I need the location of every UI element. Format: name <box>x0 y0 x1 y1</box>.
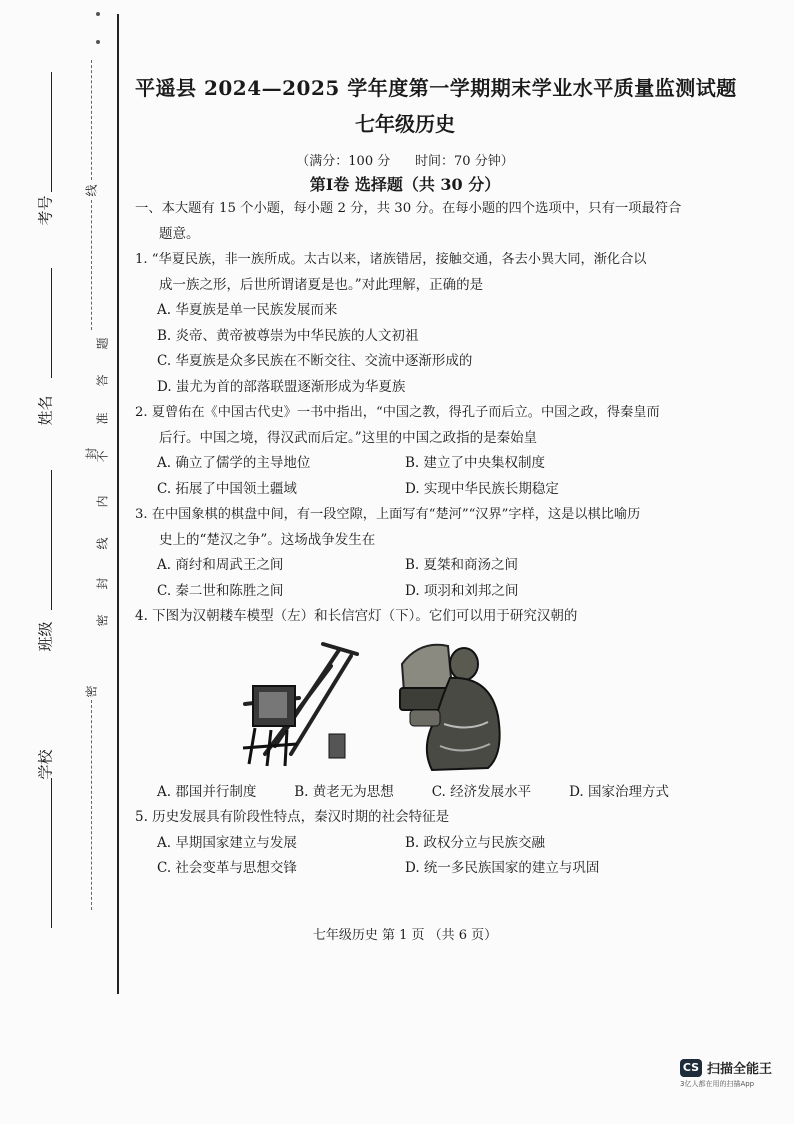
option-3-c: C. 秦二世和陈胜之间 <box>157 582 284 599</box>
options-row <box>135 856 675 882</box>
seal-nei: 内 <box>95 495 110 508</box>
question-2-stem: 2. 夏曾佑在《中国古代史》一书中指出，“中国之教，得孔子而后立。中国之政，得秦皇而 <box>135 405 660 420</box>
scanner-logo-icon: CS <box>680 1059 702 1077</box>
exam-no-label: 考号 <box>36 195 55 226</box>
option-2-b: B. 建立了中央集权制度 <box>405 455 546 471</box>
seal-feng-mid: 封 <box>95 577 110 590</box>
option-3-b: B. 夏桀和商汤之间 <box>405 557 519 573</box>
question-1-stem: 1. “华夏民族，非一族所成。太古以来，诸族错居，接触交通，各去小異大同，渐化合以 <box>135 252 647 267</box>
section-heading: 第Ⅰ卷 选择题（共 30 分） <box>309 175 501 194</box>
options-row <box>135 451 675 477</box>
question-2-stem: 后行。中国之境，得汉武而后定。”这里的中国之政指的是秦始皇 <box>159 429 538 446</box>
binding-line <box>117 14 119 994</box>
option-3-d: D. 项羽和刘邦之间 <box>405 582 519 599</box>
binding-dot <box>96 40 100 44</box>
question-5-stem: 5. 历史发展具有阶段性特点，秦汉时期的社会特征是 <box>135 809 450 825</box>
name-line <box>51 268 52 378</box>
options-row <box>135 477 675 503</box>
page-footer: 七年级历史 第 1 页 （共 6 页） <box>312 928 498 943</box>
question-3-stem: 史上的“楚汉之争”。这场战争发生在 <box>159 531 376 548</box>
exam-no-line <box>51 72 52 192</box>
option-5-b: B. 政权分立与民族交融 <box>405 834 546 851</box>
seal-xian: 线 <box>84 184 99 197</box>
question-4-figures <box>135 636 675 776</box>
scanner-watermark <box>680 1058 772 1077</box>
question-3-stem: 3. 在中国象棋的棋盘中间，有一段空隙，上面写有“楚河”“汉界”字样，这是以棋比喻历 <box>135 507 641 522</box>
option-4-c: C. 经济发展水平 <box>431 783 532 800</box>
option-4-a: A. 郡国并行制度 <box>157 783 257 800</box>
seal-zhun: 准 <box>95 412 110 425</box>
option-5-a: A. 早期国家建立与发展 <box>157 834 297 851</box>
question-1-stem: 成一族之形，后世所谓诸夏是也。”对此理解，正确的是 <box>159 276 484 293</box>
scanner-tagline: 3亿人都在用的扫描App <box>680 1080 755 1088</box>
option-2-d: D. 实现中华民族长期稳定 <box>405 480 559 497</box>
seal-mi: 密 <box>95 614 110 627</box>
seal-dash <box>91 700 93 910</box>
seal-da: 答 <box>95 374 110 387</box>
seal-xian-mid: 线 <box>95 537 110 550</box>
instructions-line: 题意。 <box>159 225 200 242</box>
option-1-a: A. 华夏族是单一民族发展而来 <box>157 302 338 318</box>
binding-dot <box>96 12 100 16</box>
palace-lamp-image <box>380 636 510 776</box>
option-4-d: D. 国家治理方式 <box>569 783 669 800</box>
seal-ti: 题 <box>95 337 110 350</box>
scanner-name: 扫描全能王 <box>707 1062 773 1077</box>
seal-bu: 不 <box>95 450 110 463</box>
option-2-a: A. 确立了儒学的主导地位 <box>157 455 311 471</box>
option-1-d: D. 蚩尤为首的部落联盟逐渐形成为华夏族 <box>157 378 406 395</box>
seal-dash <box>91 200 93 330</box>
option-1-b: B. 炎帝、黄帝被尊崇为中华民族的人文初祖 <box>157 327 419 344</box>
options-row <box>135 831 675 857</box>
class-line <box>51 470 52 610</box>
option-2-c: C. 拓展了中国领土疆域 <box>157 480 297 497</box>
exam-content <box>135 72 737 882</box>
seal-feng: 封 <box>84 447 99 460</box>
option-5-c: C. 社会变革与思想交锋 <box>157 860 297 876</box>
exam-meta: （满分：100 分 时间：70 分钟） <box>296 154 514 169</box>
option-1-c: C. 华夏族是众多民族在不断交往、交流中逐渐形成的 <box>157 353 473 369</box>
class-label: 班级 <box>36 621 55 652</box>
seal-mi-bottom: 密 <box>84 685 99 698</box>
school-label: 学校 <box>36 749 55 780</box>
seed-drill-image <box>235 636 365 776</box>
exam-subject: 七年级历史 <box>355 112 455 136</box>
name-label: 姓名 <box>36 395 55 426</box>
options-row <box>135 553 675 579</box>
instructions-line: 一、本大题有 15 个小题，每小题 2 分，共 30 分。在每小题的四个选项中，只有一项最符合 <box>135 201 682 216</box>
question-4-stem: 4. 下图为汉朝耧车模型（左）和长信宫灯（下）。它们可以用于研究汉朝的 <box>135 608 578 624</box>
option-3-a: A. 商纣和周武王之间 <box>157 557 284 573</box>
options-row <box>135 780 675 806</box>
school-line <box>51 778 52 928</box>
option-4-b: B. 黄老无为思想 <box>294 783 394 800</box>
options-row <box>135 579 675 605</box>
exam-title: 平遥县 2024—2025 学年度第一学期期末学业水平质量监测试题 <box>135 76 737 100</box>
seal-dash <box>91 60 93 180</box>
option-5-d: D. 统一多民族国家的建立与巩固 <box>405 860 600 876</box>
